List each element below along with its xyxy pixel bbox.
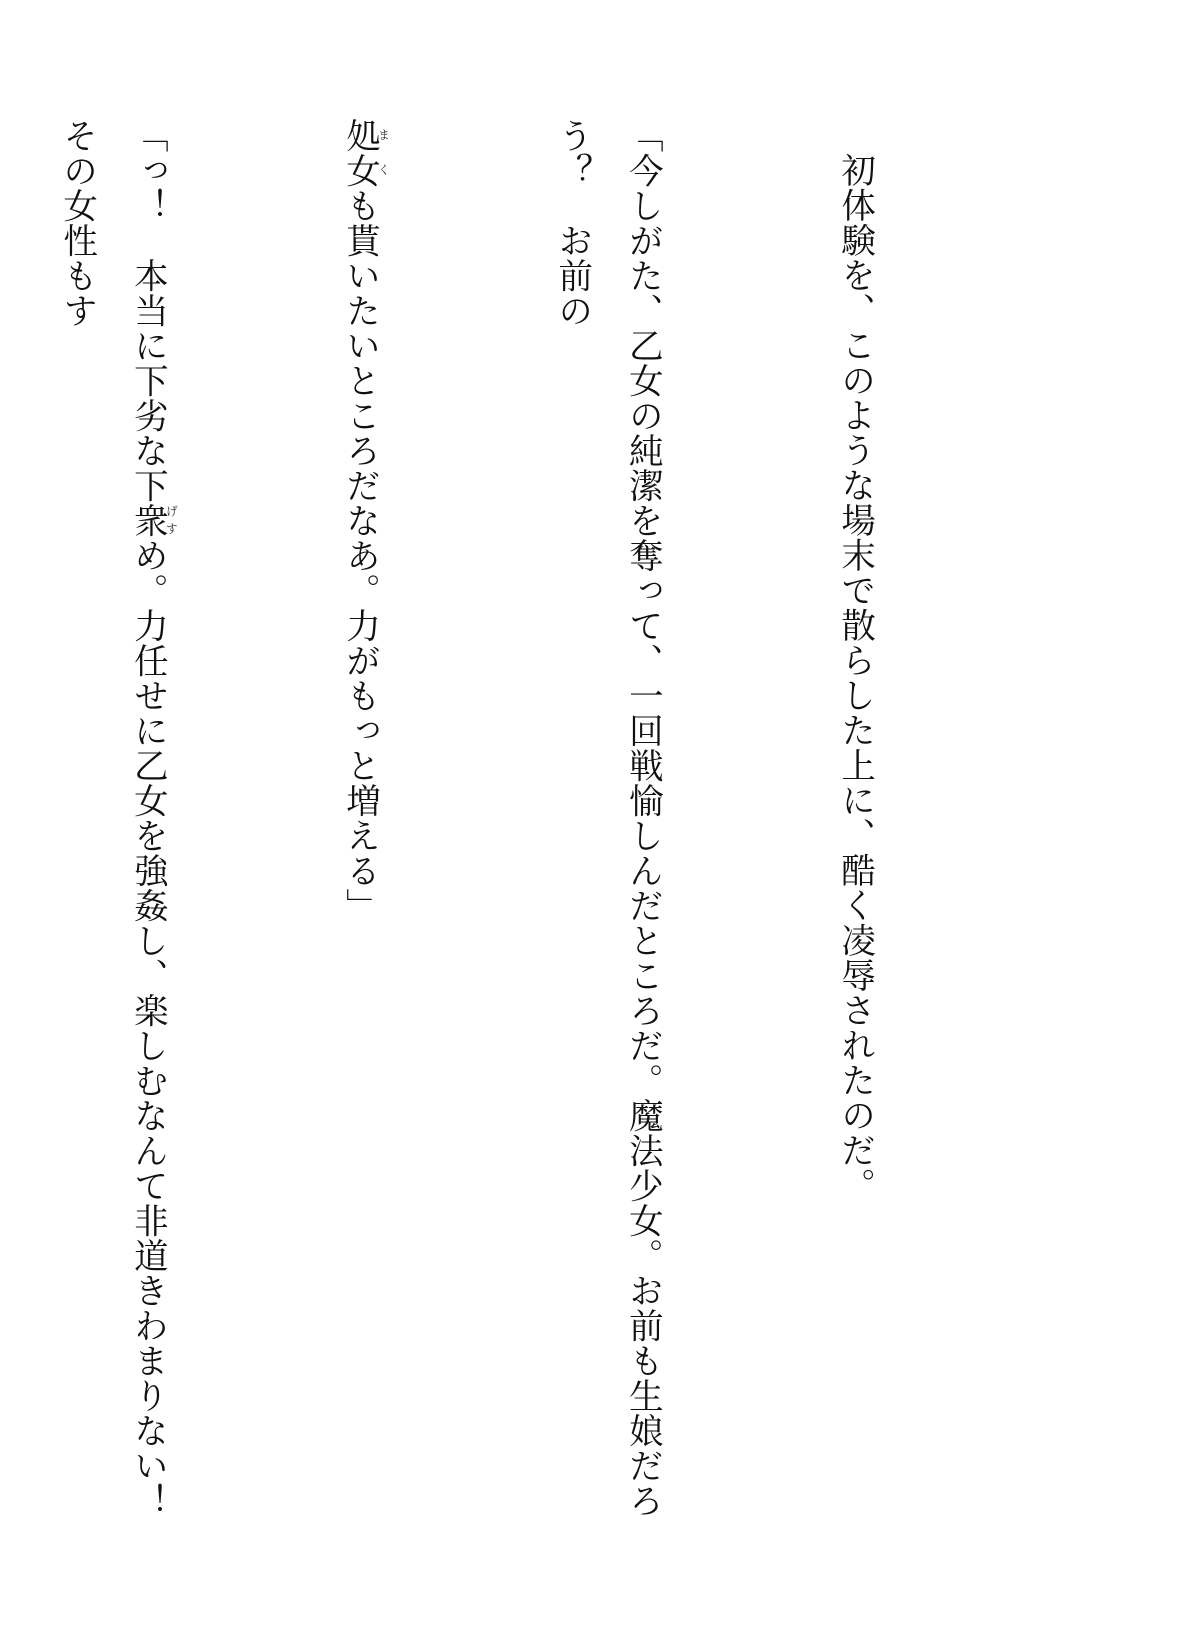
text-segment: 初体験を、このような場末で散らした上に、酷く凌辱されたのだ。: [834, 152, 875, 1203]
paragraph-line-1: [819, 118, 890, 1578]
paragraph-line-4: [41, 118, 182, 1578]
text-segment: も貰いたいところだなあ。力がもっと増える」: [339, 188, 380, 923]
paragraph-line-2: [536, 118, 677, 1578]
text-segment: め。力任せに乙女を強姦し、楽しむなんて非道きわまりない！ その女性もす: [56, 118, 168, 1553]
ruby-base: 処女: [339, 118, 380, 188]
paragraph-line-3: [324, 118, 395, 1578]
ruby-base: 衆: [127, 503, 168, 538]
vertical-text-body: [56, 118, 1031, 1578]
ruby-annotation: [127, 503, 179, 538]
ruby-reading: げす: [164, 503, 179, 538]
text-segment: 「今しがた、乙女の純潔を奪って、一回戦愉しんだところだ。魔法少女。お前も生娘だろう？ お前の: [551, 118, 663, 1518]
text-segment: 「っ！ 本当に下劣な下: [127, 118, 168, 503]
ruby-reading: まく: [376, 118, 391, 188]
ruby-annotation: [339, 118, 391, 188]
